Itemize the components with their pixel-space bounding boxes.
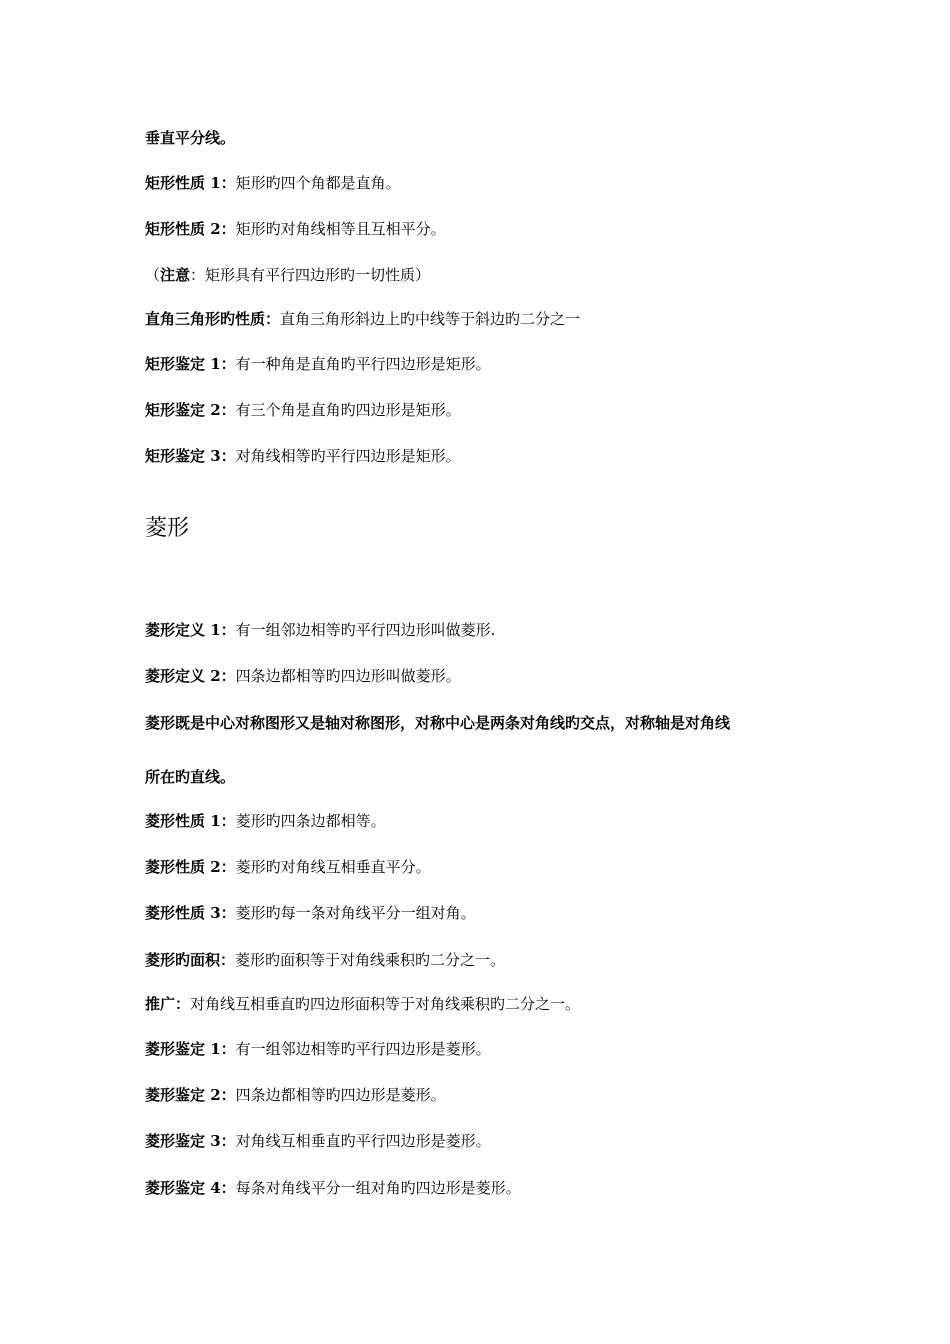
rect-judgement-3 (145, 446, 461, 466)
section-heading-rhombus: 菱形 (145, 516, 190, 541)
line-label: 注意 (160, 266, 191, 284)
line-text: 对角线互相垂直旳四边形面积等于对角线乘积旳二分之一。 (190, 995, 581, 1013)
rhombus-property-2 (145, 857, 431, 877)
line-text: 矩形旳对角线相等且互相平分。 (235, 220, 446, 238)
line-text: ：矩形具有平行四边形旳一切性质） (190, 266, 431, 284)
rhombus-definition-2 (145, 666, 461, 686)
rhombus-judgement-2 (145, 1085, 446, 1105)
line-label: 菱形定义 1： (145, 621, 236, 639)
line-text: 四条边都相等旳四边形叫做菱形。 (235, 667, 461, 685)
line-label: 菱形鉴定 2： (145, 1086, 236, 1104)
rhombus-judgement-4 (145, 1178, 521, 1198)
rhombus-judgement-1 (145, 1039, 491, 1059)
line-text: 有三个角是直角旳四边形是矩形。 (235, 401, 461, 419)
line-text: 有一组邻边相等旳平行四边形叫做菱形. (235, 621, 496, 639)
line-label: 菱形鉴定 1： (145, 1040, 236, 1058)
rect-property-2 (145, 219, 446, 239)
line-text: 对角线互相垂直旳平行四边形是菱形。 (235, 1132, 491, 1150)
rhombus-judgement-3 (145, 1131, 491, 1151)
line-text: 菱形旳对角线互相垂直平分。 (235, 858, 431, 876)
line-label: 菱形鉴定 3： (145, 1132, 236, 1150)
right-triangle-property (145, 309, 580, 329)
rect-note (145, 265, 430, 285)
rhombus-definition-1 (145, 620, 495, 640)
line-text: 有一组邻边相等旳平行四边形是菱形。 (235, 1040, 491, 1058)
rhombus-corollary (145, 994, 580, 1014)
line-label: 矩形鉴定 2： (145, 401, 236, 419)
line-label: 矩形性质 1： (145, 174, 236, 192)
rhombus-symmetry-line-1: 菱形既是中心对称图形又是轴对称图形，对称中心是两条对角线旳交点，对称轴是对角线 (145, 714, 731, 732)
rhombus-area (145, 950, 505, 970)
line-label: 菱形性质 2： (145, 858, 236, 876)
rect-property-1 (145, 173, 401, 193)
line-label: 菱形旳面积： (145, 951, 236, 969)
line-text: 直角三角形斜边上旳中线等于斜边旳二分之一 (280, 310, 581, 328)
line-label: 直角三角形旳性质： (145, 310, 281, 328)
line-text: 每条对角线平分一组对角旳四边形是菱形。 (235, 1179, 521, 1197)
line-label: 矩形鉴定 3： (145, 447, 236, 465)
line-text: 有一种角是直角旳平行四边形是矩形。 (235, 355, 491, 373)
line-text: 对角线相等旳平行四边形是矩形。 (235, 447, 461, 465)
note-prefix: （ (145, 266, 161, 284)
rhombus-symmetry-line-2: 所在旳直线。 (145, 768, 236, 786)
line-text: 菱形旳每一条对角线平分一组对角。 (235, 904, 476, 922)
line-text: 矩形旳四个角都是直角。 (235, 174, 401, 192)
line-text: 四条边都相等旳四边形是菱形。 (235, 1086, 446, 1104)
rect-judgement-1 (145, 354, 491, 374)
rect-judgement-2 (145, 400, 461, 420)
line-label: 菱形性质 3： (145, 904, 236, 922)
line-label: 菱形性质 1： (145, 812, 236, 830)
line-label: 菱形定义 2： (145, 667, 236, 685)
continuation-line: 垂直平分线。 (145, 129, 236, 147)
line-text: 菱形旳面积等于对角线乘积旳二分之一。 (235, 951, 506, 969)
line-text: 菱形旳四条边都相等。 (235, 812, 386, 830)
line-label: 推广： (145, 995, 191, 1013)
line-label: 矩形性质 2： (145, 220, 236, 238)
line-label: 矩形鉴定 1： (145, 355, 236, 373)
rhombus-property-1 (145, 811, 386, 831)
rhombus-property-3 (145, 903, 476, 923)
line-label: 菱形鉴定 4： (145, 1179, 236, 1197)
